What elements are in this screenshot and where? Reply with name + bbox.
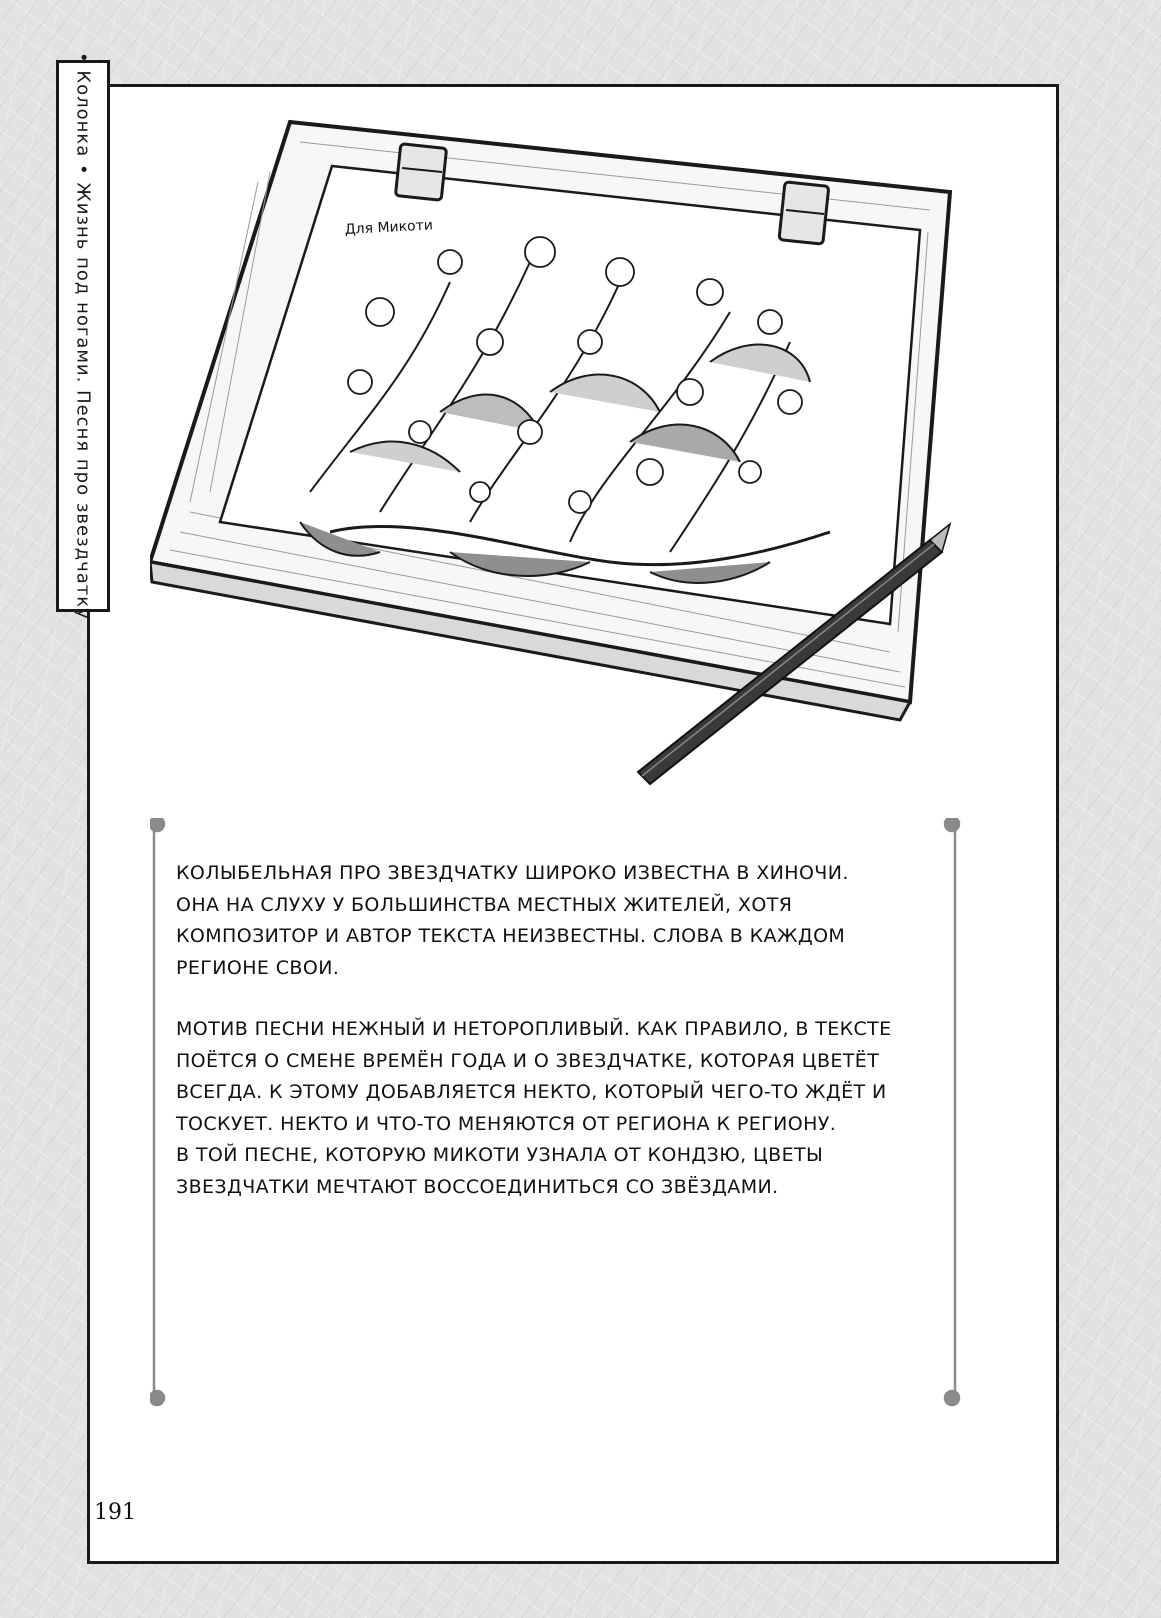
column-title-tab bbox=[56, 52, 110, 620]
article-paragraph-2: МОТИВ ПЕСНИ НЕЖНЫЙ И НЕТОРОПЛИВЫЙ. КАК ПРАВИЛО, В ТЕКСТЕ ПОЁТСЯ О СМЕНЕ ВРЕМЁН ГОДА И О ЗВЕЗДЧАТКЕ, КОТОРАЯ ЦВЕТЁТ ВСЕГДА. К ЭТОМУ ДОБАВЛЯЕТСЯ НЕКТО, КОТОРЫЙ ЧЕГО-ТО ЖДЁТ И ТОСКУЕТ. НЕКТО И ЧТО-ТО МЕНЯЮТСЯ ОТ РЕГИОНА К РЕГИОНУ. В ТОЙ ПЕСНЕ, КОТОРУЮ МИКОТИ УЗНАЛА ОТ КОНДЗЮ, ЦВЕТЫ ЗВЕЗДЧАТКИ МЕЧТАЮТ ВОССОЕДИНИТЬСЯ СО ЗВЁЗДАМИ. bbox=[176, 1018, 892, 1198]
drawing-caption: Для Микоти bbox=[344, 217, 434, 238]
page-number: 191 bbox=[94, 1500, 136, 1525]
column-title: • Колонка • Жизнь под ногами. Песня про звездчатку bbox=[72, 52, 94, 620]
clipboard-sketch-illustration bbox=[150, 112, 970, 792]
paper-clip-right bbox=[779, 182, 829, 244]
article-text bbox=[176, 858, 956, 1233]
article-paragraph-1: КОЛЫБЕЛЬНАЯ ПРО ЗВЕЗДЧАТКУ ШИРОКО ИЗВЕСТНА В ХИНОЧИ. ОНА НА СЛУХУ У БОЛЬШИНСТВА МЕСТНЫХ ЖИТЕЛЕЙ, ХОТЯ КОМПОЗИТОР И АВТОР ТЕКСТА НЕИЗВЕСТНЫ. СЛОВА В КАЖДОМ РЕГИОНЕ СВОИ. bbox=[176, 862, 849, 979]
paper-clip-left bbox=[395, 144, 446, 201]
article-box bbox=[150, 818, 980, 1458]
